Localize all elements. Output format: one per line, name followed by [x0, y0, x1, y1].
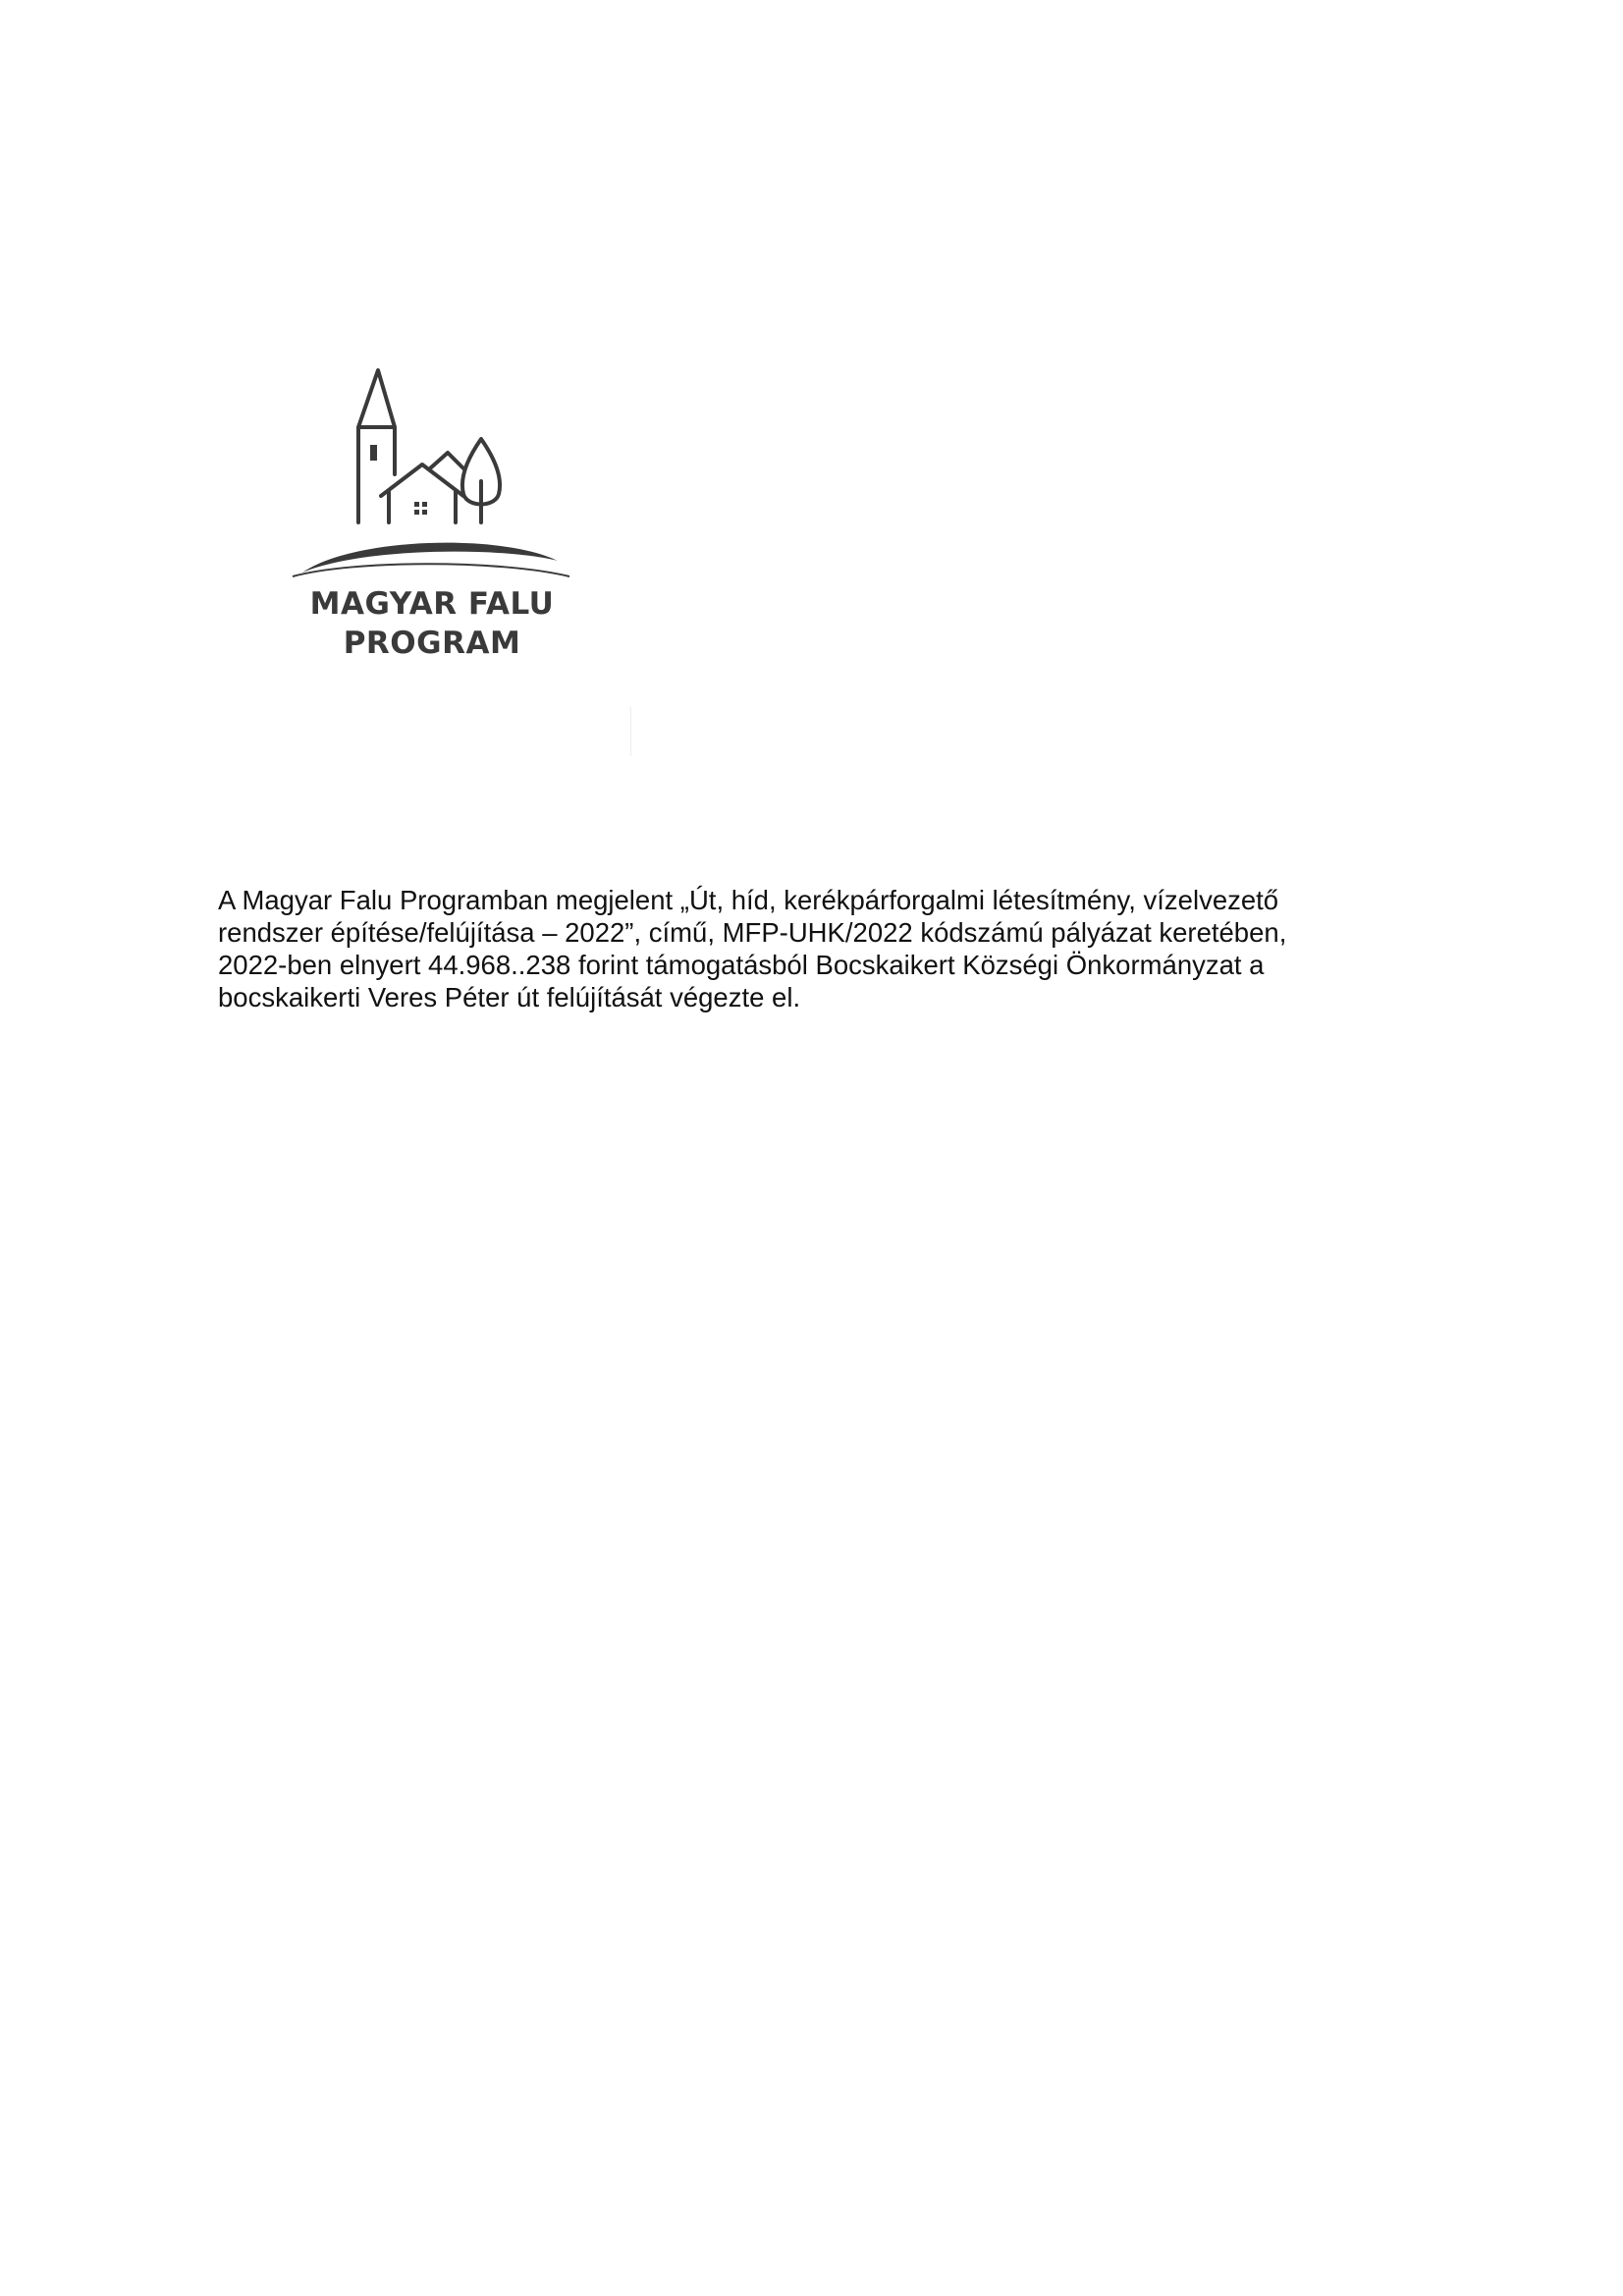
body-line: 2022-ben elnyert 44.968..238 forint támogatásból Bocskaikert Községi Önkormányzat a [218, 950, 1265, 980]
scan-artifact [630, 707, 631, 756]
logo-text-line-2: PROGRAM [343, 626, 521, 661]
village-church-house-tree-icon [285, 358, 579, 584]
body-line: rendszer építése/felújítása – 2022”, című, MFP-UHK/2022 kódszámú pályázat keretében, [218, 917, 1287, 948]
body-line: bocskaikerti Veres Péter út felújítását végezte el. [218, 982, 801, 1012]
magyar-falu-program-logo [285, 358, 579, 673]
logo-text-line-1: MAGYAR FALU [309, 586, 555, 622]
body-paragraph [218, 884, 1416, 1013]
body-line: A Magyar Falu Programban megjelent „Út, híd, kerékpárforgalmi létesítmény, vízelvezető [218, 885, 1279, 915]
